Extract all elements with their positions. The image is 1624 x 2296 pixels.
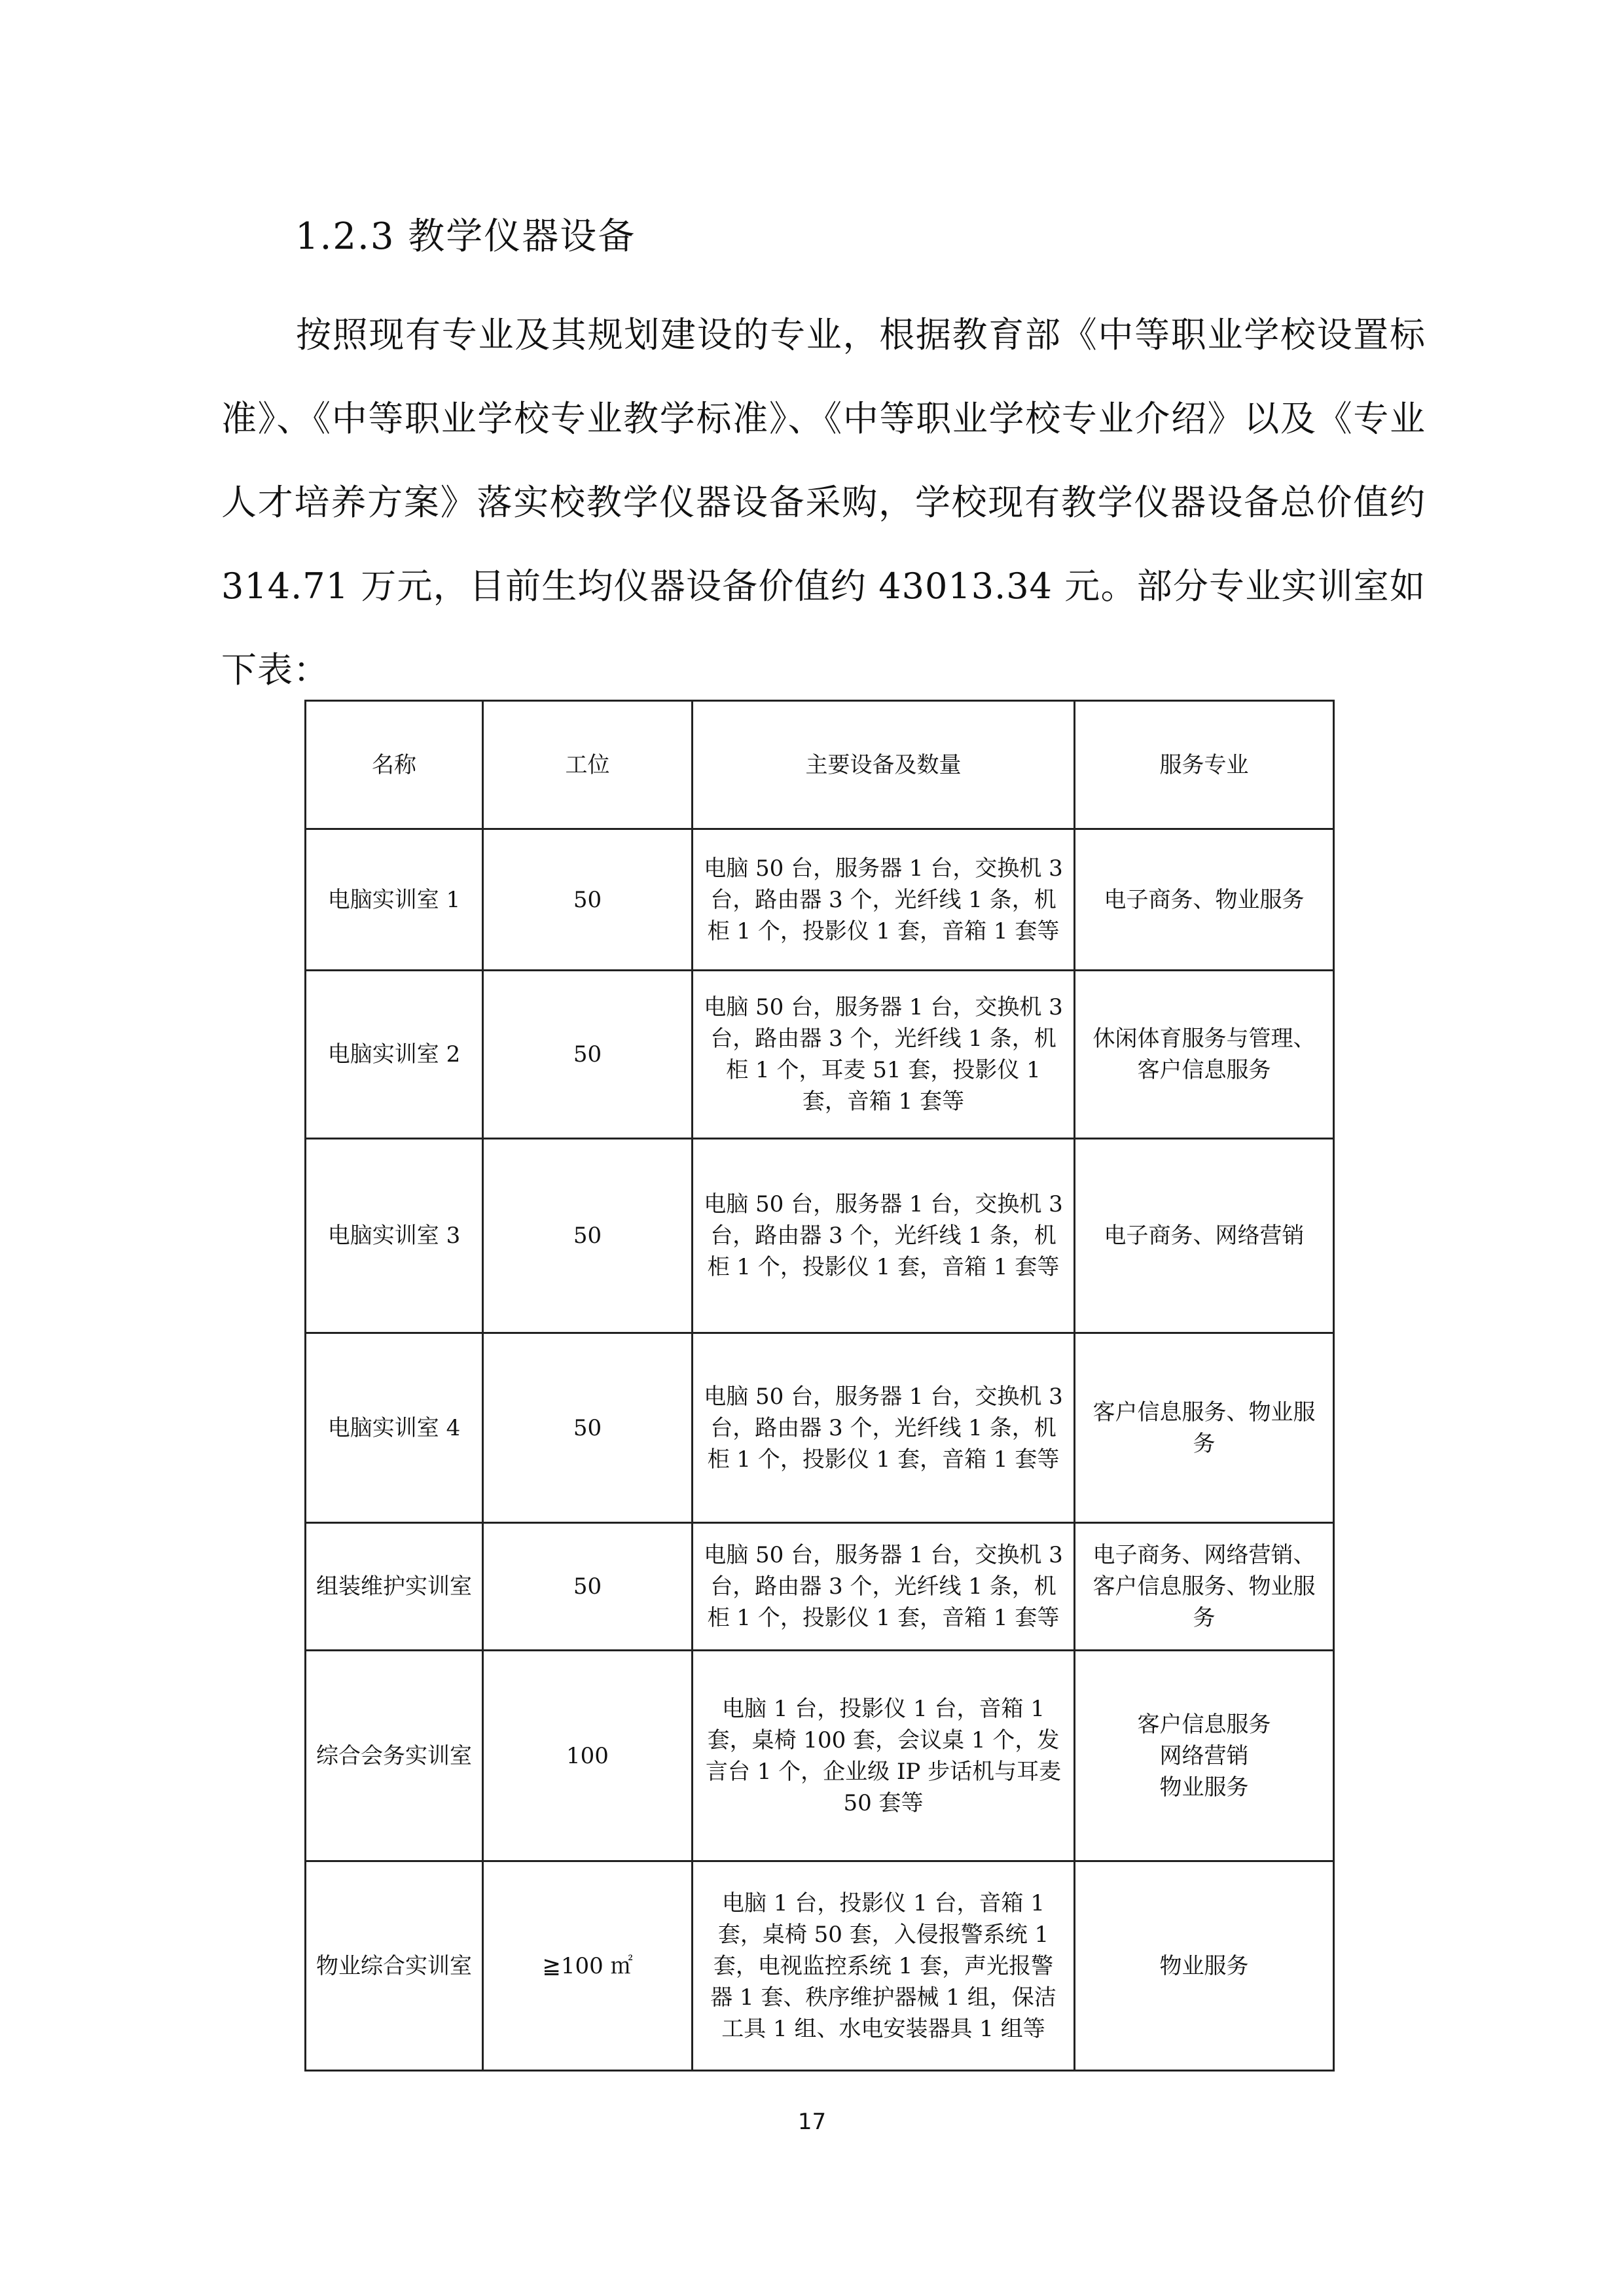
- cell-equipment: 电脑 1 台，投影仪 1 台，音箱 1 套，桌椅 50 套，入侵报警系统 1 套，电视监控系统 1 套，声光报警器 1 套、秩序维护器械 1 组，保洁工具 1 组、水电安装器具 1 组等: [693, 1861, 1075, 2071]
- cell-equipment: 电脑 1 台，投影仪 1 台，音箱 1 套，桌椅 100 套，会议桌 1 个，发言台 1 个，企业级 IP 步话机与耳麦 50 套等: [693, 1651, 1075, 1861]
- page-number: 17: [797, 2109, 827, 2135]
- section-heading: 1.2.3 教学仪器设备: [295, 215, 636, 258]
- table-row: [306, 1333, 1334, 1523]
- cell-room-name: 电脑实训室 4: [306, 1333, 483, 1523]
- cell-seats: 50: [483, 1333, 693, 1523]
- header-equipment: 主要设备及数量: [693, 701, 1075, 829]
- cell-room-name: 电脑实训室 3: [306, 1139, 483, 1333]
- table-row: [306, 1651, 1334, 1861]
- cell-room-name: 组装维护实训室: [306, 1523, 483, 1651]
- cell-majors: 电子商务、物业服务: [1075, 829, 1334, 971]
- cell-room-name: 物业综合实训室: [306, 1861, 483, 2071]
- major-line: 客户信息服务: [1137, 1711, 1271, 1738]
- table-row: [306, 1139, 1334, 1333]
- cell-equipment: 电脑 50 台，服务器 1 台，交换机 3 台，路由器 3 个，光纤线 1 条，机柜 1 个，投影仪 1 套，音箱 1 套等: [693, 1523, 1075, 1651]
- cell-majors: 电子商务、网络营销、客户信息服务、物业服务: [1075, 1523, 1334, 1651]
- cell-seats: 50: [483, 1523, 693, 1651]
- table-header-row: [306, 701, 1334, 829]
- header-majors: 服务专业: [1075, 701, 1334, 829]
- table-row: [306, 829, 1334, 971]
- table-row: [306, 971, 1334, 1139]
- cell-majors: 客户信息服务、物业服务: [1075, 1333, 1334, 1523]
- cell-seats: 50: [483, 971, 693, 1139]
- major-line: 物业服务: [1159, 1774, 1249, 1801]
- table-row: [306, 1523, 1334, 1651]
- header-seats: 工位: [483, 701, 693, 829]
- cell-seats: ≧100 ㎡: [483, 1861, 693, 2071]
- cell-majors: [1075, 1651, 1334, 1861]
- cell-equipment: 电脑 50 台，服务器 1 台，交换机 3 台，路由器 3 个，光纤线 1 条，机柜 1 个，投影仪 1 套，音箱 1 套等: [693, 829, 1075, 971]
- body-paragraph: 按照现有专业及其规划建设的专业，根据教育部《中等职业学校设置标准》、《中等职业学校专业教学标准》、《中等职业学校专业介绍》以及《专业人才培养方案》落实校教学仪器设备采购，学校现有教学仪器设备总价值约 314.71 万元，目前生均仪器设备价值约 43013.34 元。部分专业实训室如下表：: [221, 314, 1426, 691]
- cell-room-name: 综合会务实训室: [306, 1651, 483, 1861]
- cell-seats: 100: [483, 1651, 693, 1861]
- major-line: 网络营销: [1159, 1742, 1249, 1769]
- cell-seats: 50: [483, 829, 693, 971]
- cell-majors: 电子商务、网络营销: [1075, 1139, 1334, 1333]
- cell-majors: 休闲体育服务与管理、客户信息服务: [1075, 971, 1334, 1139]
- cell-equipment: 电脑 50 台，服务器 1 台，交换机 3 台，路由器 3 个，光纤线 1 条，机柜 1 个，投影仪 1 套，音箱 1 套等: [693, 1333, 1075, 1523]
- cell-room-name: 电脑实训室 2: [306, 971, 483, 1139]
- cell-equipment: 电脑 50 台，服务器 1 台，交换机 3 台，路由器 3 个，光纤线 1 条，机柜 1 个，耳麦 51 套，投影仪 1 套，音箱 1 套等: [693, 971, 1075, 1139]
- cell-room-name: 电脑实训室 1: [306, 829, 483, 971]
- cell-equipment: 电脑 50 台，服务器 1 台，交换机 3 台，路由器 3 个，光纤线 1 条，机柜 1 个，投影仪 1 套，音箱 1 套等: [693, 1139, 1075, 1333]
- cell-seats: 50: [483, 1139, 693, 1333]
- cell-majors: 物业服务: [1075, 1861, 1334, 2071]
- table-row: [306, 1861, 1334, 2071]
- header-name: 名称: [306, 701, 483, 829]
- training-room-table: [304, 700, 1335, 2072]
